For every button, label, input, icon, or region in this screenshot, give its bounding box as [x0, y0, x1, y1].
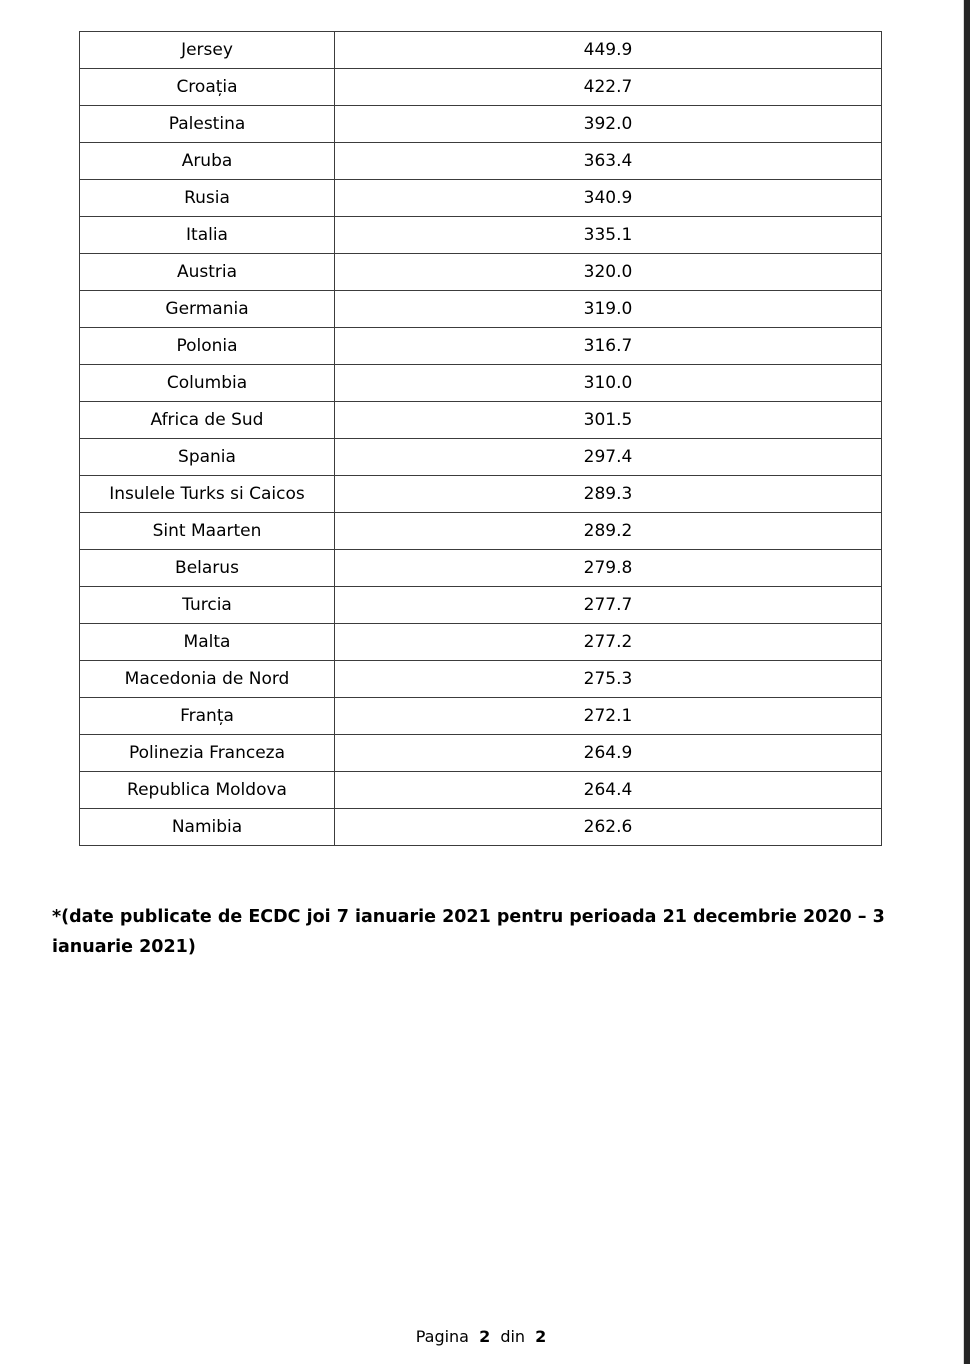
value-cell: 262.6 [335, 809, 882, 846]
value-cell: 301.5 [335, 402, 882, 439]
table-row [80, 402, 882, 439]
footer-label: Pagina [415, 1327, 469, 1346]
country-cell: Rusia [80, 180, 335, 217]
table-row [80, 624, 882, 661]
table-row [80, 291, 882, 328]
viewer-edge-strip [963, 0, 970, 1364]
value-cell: 277.7 [335, 587, 882, 624]
footer-separator: din [500, 1327, 526, 1346]
table-row [80, 809, 882, 846]
value-cell: 316.7 [335, 328, 882, 365]
country-cell: Franța [80, 698, 335, 735]
country-table-body [80, 32, 882, 846]
country-cell: Malta [80, 624, 335, 661]
table-row [80, 365, 882, 402]
table-row [80, 550, 882, 587]
table-row [80, 513, 882, 550]
table-row [80, 587, 882, 624]
table-row [80, 69, 882, 106]
value-cell: 272.1 [335, 698, 882, 735]
value-cell: 279.8 [335, 550, 882, 587]
value-cell: 310.0 [335, 365, 882, 402]
table-row [80, 32, 882, 69]
value-cell: 275.3 [335, 661, 882, 698]
value-cell: 449.9 [335, 32, 882, 69]
country-cell: Namibia [80, 809, 335, 846]
value-cell: 392.0 [335, 106, 882, 143]
table-row [80, 476, 882, 513]
country-cell: Aruba [80, 143, 335, 180]
country-cell: Croația [80, 69, 335, 106]
value-cell: 340.9 [335, 180, 882, 217]
country-cell: Germania [80, 291, 335, 328]
table-row [80, 735, 882, 772]
country-cell: Insulele Turks si Caicos [80, 476, 335, 513]
footnote-text: *(date publicate de ECDC joi 7 ianuarie 2021 pentru perioada 21 decembrie 2020 – 3 ianuarie 2021) [52, 907, 885, 958]
table-row [80, 439, 882, 476]
value-cell: 363.4 [335, 143, 882, 180]
country-cell: Austria [80, 254, 335, 291]
table-row [80, 772, 882, 809]
value-cell: 289.2 [335, 513, 882, 550]
country-cell: Belarus [80, 550, 335, 587]
value-cell: 277.2 [335, 624, 882, 661]
country-incidence-table [79, 31, 882, 846]
country-cell: Polonia [80, 328, 335, 365]
value-cell: 319.0 [335, 291, 882, 328]
country-cell: Republica Moldova [80, 772, 335, 809]
table-row [80, 254, 882, 291]
country-cell: Palestina [80, 106, 335, 143]
table-row [80, 106, 882, 143]
country-cell: Polinezia Franceza [80, 735, 335, 772]
country-cell: Macedonia de Nord [80, 661, 335, 698]
value-cell: 289.3 [335, 476, 882, 513]
value-cell: 264.4 [335, 772, 882, 809]
value-cell: 335.1 [335, 217, 882, 254]
value-cell: 297.4 [335, 439, 882, 476]
footer-total-pages: 2 [535, 1327, 547, 1346]
country-cell: Turcia [80, 587, 335, 624]
table-row [80, 180, 882, 217]
country-cell: Italia [80, 217, 335, 254]
country-cell: Columbia [80, 365, 335, 402]
value-cell: 422.7 [335, 69, 882, 106]
value-cell: 264.9 [335, 735, 882, 772]
table-row [80, 217, 882, 254]
country-cell: Jersey [80, 32, 335, 69]
footer-page-number: 2 [479, 1327, 491, 1346]
country-cell: Sint Maarten [80, 513, 335, 550]
table-row [80, 328, 882, 365]
country-cell: Spania [80, 439, 335, 476]
table-row [80, 661, 882, 698]
page-footer [0, 1327, 962, 1346]
table-row [80, 698, 882, 735]
value-cell: 320.0 [335, 254, 882, 291]
country-cell: Africa de Sud [80, 402, 335, 439]
table-row [80, 143, 882, 180]
